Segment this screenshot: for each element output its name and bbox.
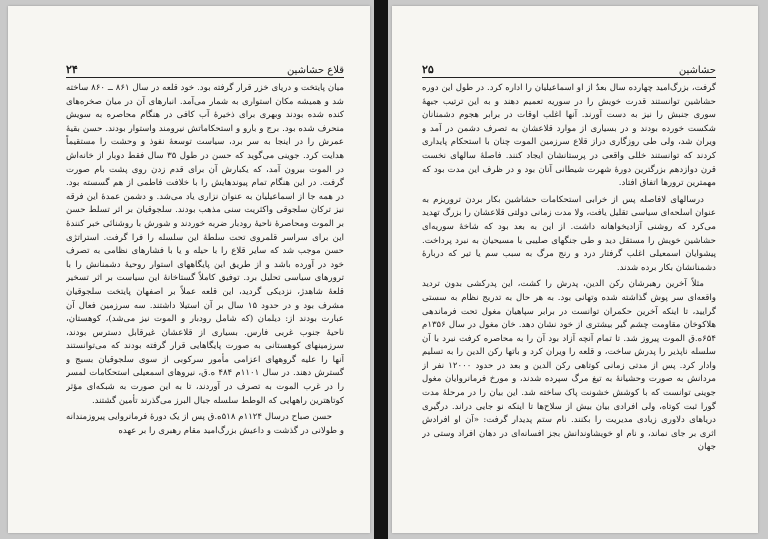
- right-running-head: [422, 60, 716, 76]
- left-running-head-title: قلاع حشاشین: [286, 65, 344, 76]
- left-page-number: ۲۴: [66, 63, 78, 76]
- left-paragraph-1: میان پایتخت و دریای خزر قرار گرفته بود. خود قلعه در سال ۸۶۱ ــ ۸۶۰ ساخته شد و همیشه مکان استواری به شمار می‌آمد. انبارهای آن در میان صخره‌های کنده شده بودند وبهری برای ذخیرهٔ آب کافی در هنگام محاصره به سویش منحرف شده بود. برج و بارو و استحکاماتش نیرومند واستوار بودند. حسن بقیهٔ عمرش را در اینجا به سر برد، سیاست توسعهٔ نفوذ و وحشت را مستقیماً هدایت کرد. جوینی می‌گوید که حسن در طول ۳۵ سال فقط دوبار از خانه‌اش در الموت بیرون آمد، که یکبارش آن برای قدم زدن روی پشت بام صورت گرفت. در این هنگام تمام پیوندهایش را با خلافت فاطمی از هم گسسته بود. در همه جا از اسماعیلیان به عنوان نزاری یاد می‌شد. و دشمن عمدهٔ این فرقه نیز ترکان سلجوقی واکثریت سنی مذهب بودند. سلجوقیان بر اثر تسلط حسن بر الموت ومحاصرهٔ ناحیهٔ رودبار ضربه خوردند و شورش با روشنائی خبر کنندهٔ این برای سراسر قلمروی تحت سلطهٔ این سلسله را فرا گرفت. استراتژی حسن موجب شد که سایر قلاع را با حیله و یا با فشارهای نظامی به تصرف خود در آورده باشد و از طریق این پایگاههای استوار روحیهٔ دشمنانش را با ترورهای سیاسی تحلیل برد. توفیق کاملاً گستاخانهٔ این سیاست بر اثر تسخیر قلعهٔ شاهدژ، نزدیکی گردید، این قلعه عملاً بر اصفهان پایتخت سلجوقیان مشرف بود و در حدود ۱۵ سال بر آن استیلا داشتند. سه سرزمین فعال آن عبارت بودند از: دیلمان (که شامل رودبار و الموت نیز می‌شد)، کوهستان، ناحیهٔ جنوب غربی فارس. بسیاری از قلاعشان غیرقابل دسترس بودند، سرزمینهای کوهستانی به صورت پایگاهایی قرار گرفته بودند که می‌توانستند آنها را علیه گروههای اعزامی مأمور سرکوبی از سوی سلجوقیان بسیج و گسترش دهند. در سال ۱۱۰۱م ۴۸۴ ه.ق، نیروهای اسمعیلی استحکامات لمسر را در غرب الموت به تصرف در آوردند، تا به این صورت به شبکه‌ای مؤثر کوتاهترین راههایی که الوطط سلسله جبال البرز می‌گذرند تأمین گشتند.: [66, 83, 344, 406]
- right-page: [392, 6, 758, 533]
- right-paragraph-1: گرفت، بزرگ‌امید چهارده سال بعدٌ از او اسماعیلیان را اداره کرد. در طول این دوره حشاشین توانستند قدرت خویش را در سوریه تعمیم دهند و به این ترتیب جبههٔ سوری جنبش را نیز به دست آورند. آنها اغلب اوقات در برابر هجوم دشمنانان شکست خورده بودند و در بسیاری از موارد قلاعشان به تصرف دشمن در آمد و ویران شد، ولی طی روزگاری دراز قلاع سرزمین الموت چنان با استحکام پایداری کردند که توانستند خللی واقعی در پرستانشان ایجاد کنند. فاصلهٔ سالهای نخست قرن دوازدهم بزرگترین دورهٔ شهرت شیطانی آنان بود و در ظرف این مدت بود که مهمترین ترورها اتفاق افتاد.: [422, 83, 716, 189]
- right-page-number: ۲۵: [422, 63, 434, 76]
- left-page-body: [66, 82, 344, 523]
- left-page: [8, 6, 370, 533]
- right-running-head-title: حشاشین: [678, 65, 716, 76]
- left-running-head: [66, 60, 344, 76]
- right-page-body: [422, 82, 716, 523]
- left-header-rule: [66, 77, 344, 78]
- right-paragraph-2: درسالهای لافاصله پس از خرابی استحکامات حشاشین بکار بردن تروریزم به عنوان اسلحه‌ای سیاسی تقلیل یافت، ولا مدت زمانی دولتی قلاعشان را بزرگ تهدید می‌کرد که روشنی آزادیخواهانه داشت. از این به بعد بود که شاخهٔ سوریه‌ای حشاشین خویش را مستقل دید و طی جنگهای صلیبی با مسیحیان به نبرد پرداخت. پیشوایان اسمعیلی اغلب گرفتار درد و رنج مرگ به سبب سم یا تیر که دربارهٔ دشمنانشان بکار برده شدند.: [422, 194, 716, 273]
- right-header-rule: [422, 77, 716, 78]
- book-gutter: [374, 0, 388, 539]
- left-paragraph-2: حسن صباح درسال ۱۱۲۴م ۵۱۸ه.ق پس از یک دورهٔ فرمانروایی پیروزمندانه و طولانی در گذشت و داعیش بزرگ‌امید مقام رهبری را بر عهده: [66, 412, 344, 436]
- right-paragraph-3: مثلاً آخرین رهبرشان رکن الدین، پدرش را کشت، این پدرکشی بدون تردید واقعه‌ای سر پوش گذاشته شده وتهانی بود. به هر حال به تدریج نظام به سستی گرایید، تا اینکه آخرین حکمران توانست در برابر سپاهیان مغول تحت فرماندهی هلاکوخان مقاومت چشم گیر بیشتری از خود نشان دهد. خان مغول در سال ۱۳۵۶م ۶۵۴ه.ق الموت پیروز شد. تا تمام آنچه آزاد بود آن را به محاصره کرفت نبرد با آن سلسله ناپذیر را پدرش ساخت، و قلعه را ویران کرد و باتها رکن الدین را به تسلیم وادار کرد. پس از مدتی زمانی کوتاهی رکن الدین و بعد در حدود ۱۲۰۰۰ نفر از مردانش به صورت وحشیانهٔ به تیغ مرگ سپرده شدند، و مورخ فرمانروایان مغول جوینی توانست که با کوشش خشونت پاک ساخته شد. این بیان را در مرحلهٔ مدت گورا ثبت کوتاه، ولی افرادی بیان بیش از سلاح‌ها تا اینکه نو جایی دراند. درگیری دریاهای دلاوری زیادی مدیریت را بکنند. نام ستم پدیدار گرفت: «آن او افرادش اثری بر جای نماند، و نام او خویشاوندانش بجز افسانه‌ای در دهان افراد وستی در جهان: [422, 279, 716, 453]
